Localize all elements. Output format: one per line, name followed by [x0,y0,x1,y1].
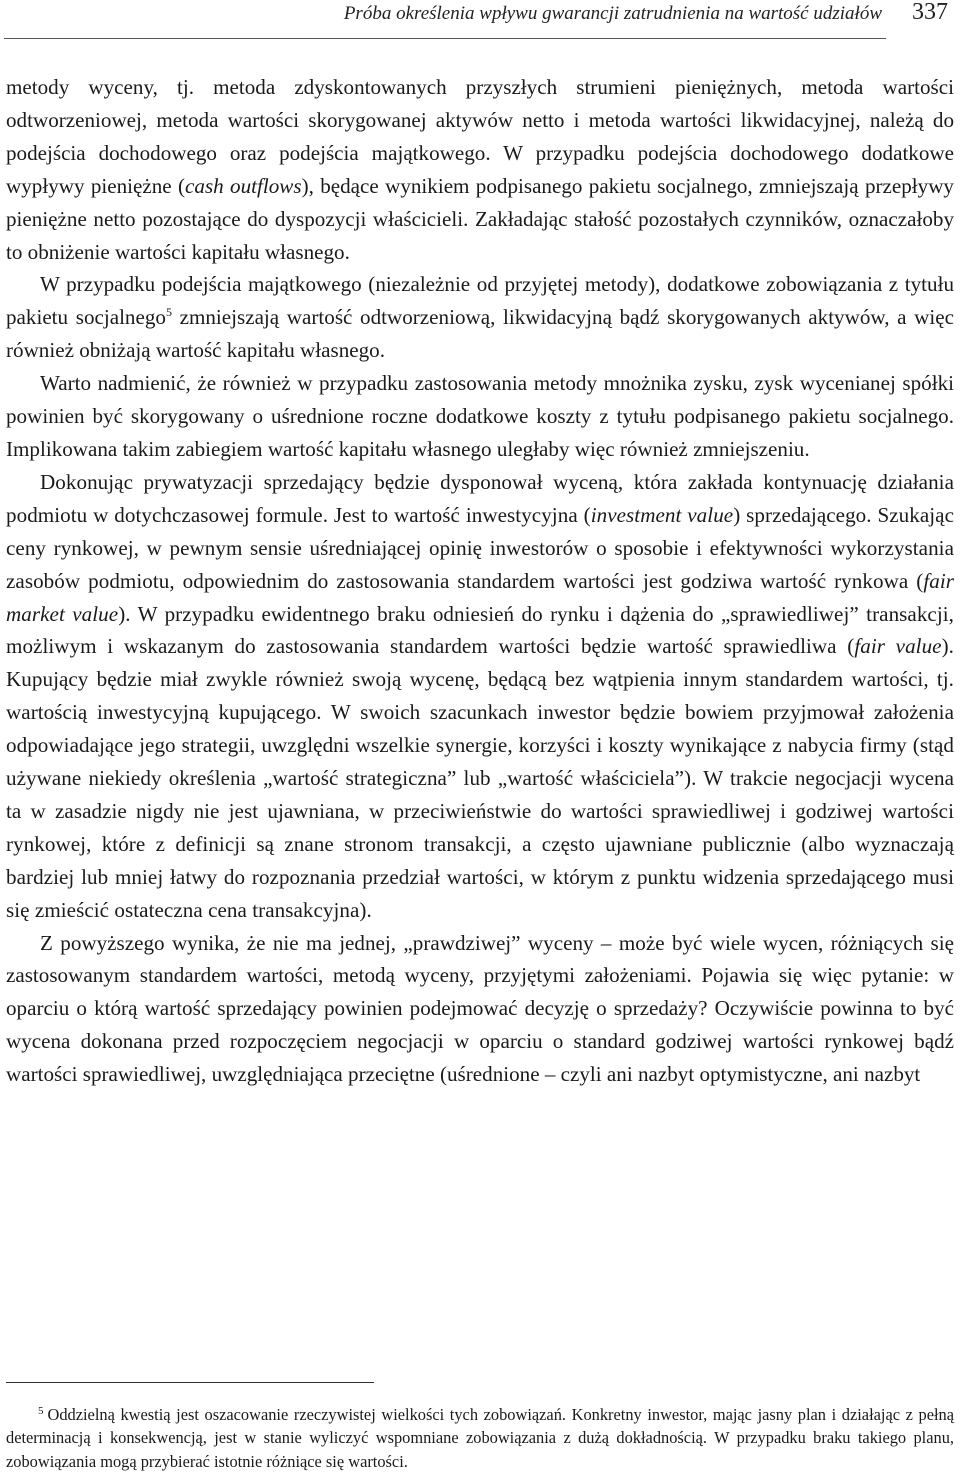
main-text [6,71,954,1091]
paragraph-4-text: Dokonując prywatyzacji sprzedający będzie dysponował wyceną, która zakłada kontynuację działania podmiotu w dotychczasowej formule. Jest to wartość inwestycyjna ( [6,469,954,527]
paragraph-4 [6,466,954,927]
paragraph-1-term-cash-outflows: cash outflows [185,173,302,198]
paragraph-1-text-end: ), będące wynikiem podpisanego pakietu socjalnego, zmniejszają przepływy pieniężne netto pozostające do dyspozycji właścicieli. Zakładając stałość pozostałych czynników, oznaczałoby to obniżenie wartości kapitału własnego. [6,173,954,264]
paragraph-4-text-3: ). W przypadku ewidentnego braku odniesień do rynku i dążenia do „sprawiedliwej” transakcji, możliwym i wskazanym do zastosowania standardem wartości będzie wartość sprawiedliwa ( [6,601,954,659]
footnote-mark: 5 [38,1404,44,1417]
footnote-5 [6,1403,954,1473]
paragraph-5: Z powyższego wynika, że nie ma jednej, „prawdziwej” wyceny – może być wiele wycen, różniących się zastosowanym standardem wartości, metodą wyceny, przyjętymi założeniami. Pojawia się więc pytanie: w oparciu o którą wartość sprzedający powinien podejmować decyzję o sprzedaży? Oczywiście powinna to być wycena dokonana przed rozpoczęciem negocjacji w oparciu o standard godziwej wartości rynkowej bądź wartości sprawiedliwej, uwzględniająca przeciętne (uśrednione – czyli ani nazbyt optymistyczne, ani nazbyt [6,930,954,1087]
page-header [0,0,960,40]
paragraph-4-term-investment-value: investment value [590,502,734,527]
paragraph-2-text: W przypadku podejścia majątkowego (niezależnie od przyjętej metody), dodatkowe zobowiązania z tytułu pakietu socjalnego [6,272,954,330]
footnote-reference[interactable]: 5 [165,305,172,320]
paragraph-4-term-fair-market-value: fair market value [6,568,954,626]
footnote-text: Oddzielną kwestią jest oszacowanie rzeczywistej wielkości tych zobowiązań. Konkretny inwestor, mając jasny plan i działając z pełną determinacją i konsekwencją, jest w stanie wyliczyć wspomniane zobowiązania z dużą dokładnością. W przypadku braku takiego planu, zobowiązania mogą przybierać istotnie różniące się wartości. [6,1405,954,1471]
paragraph-2 [6,268,954,367]
paragraph-3: Warto nadmienić, że również w przypadku zastosowania metody mnożnika zysku, zysk wycenianej spółki powinien być skorygowany o uśrednione roczne dodatkowe koszty z tytułu podpisanego pakietu socjalnego. Implikowana takim zabiegiem wartość kapitału własnego uległaby więc również zmniejszeniu. [6,371,954,461]
paragraph-1 [6,71,954,268]
footnote-rule [6,1382,374,1383]
paragraph-4-text-2: ) sprzedającego. Szukając ceny rynkowej, w pewnym sensie uśredniającej opinię inwestorów o sposobie i efektywności wykorzystania zasobów podmiotu, odpowiednim do zastosowania standardem wartości jest godziwa wartość rynkowa ( [6,502,954,593]
running-title: Próba określenia wpływu gwarancji zatrudnienia na wartość udziałów [343,3,882,24]
paragraph-4-term-fair-value: fair value [854,634,942,659]
paragraph-1-text: metody wyceny, tj. metoda zdyskontowanych przyszłych strumieni pieniężnych, metoda wartości odtworzeniowej, metoda wartości skorygowanej aktywów netto i metoda wartości likwidacyjnej, należą do podejścia dochodowego oraz podejścia majątkowego. W przypadku podejścia dochodowego dodatkowe wypływy pieniężne ( [6,75,954,198]
page-number: 337 [912,0,948,25]
paragraph-2-text-end: zmniejszają wartość odtworzeniową, likwidacyjną bądź skorygowanych aktywów, a więc również obniżają wartość kapitału własnego. [6,305,954,363]
header-rule [4,38,886,39]
footnote [6,1403,954,1473]
paragraph-4-text-end: ). Kupujący będzie miał zwykle również swoją wycenę, będącą bez wątpienia innym standardem wartości, tj. wartością inwestycyjną kupującego. W swoich szacunkach inwestor będzie bowiem przyjmował założenia odpowiadające jego strategii, uwzględni wszelkie synergie, korzyści i koszty wynikające z nabycia firmy (stąd używane niekiedy określenia „wartość strategiczna” lub „wartość właściciela”). W trakcie negocjacji wycena ta w zasadzie nigdy nie jest ujawniana, w przeciwieństwie do wartości sprawiedliwej i godziwej wartości rynkowej, które z definicji są znane stronom transakcji, a często ujawniane publicznie (albo wyznaczają bardziej lub mniej łatwy do rozpoznania przedział wartości, w którym z punktu widzenia sprzedającego musi się zmieścić ostateczna cena transakcyjna). [6,634,954,922]
